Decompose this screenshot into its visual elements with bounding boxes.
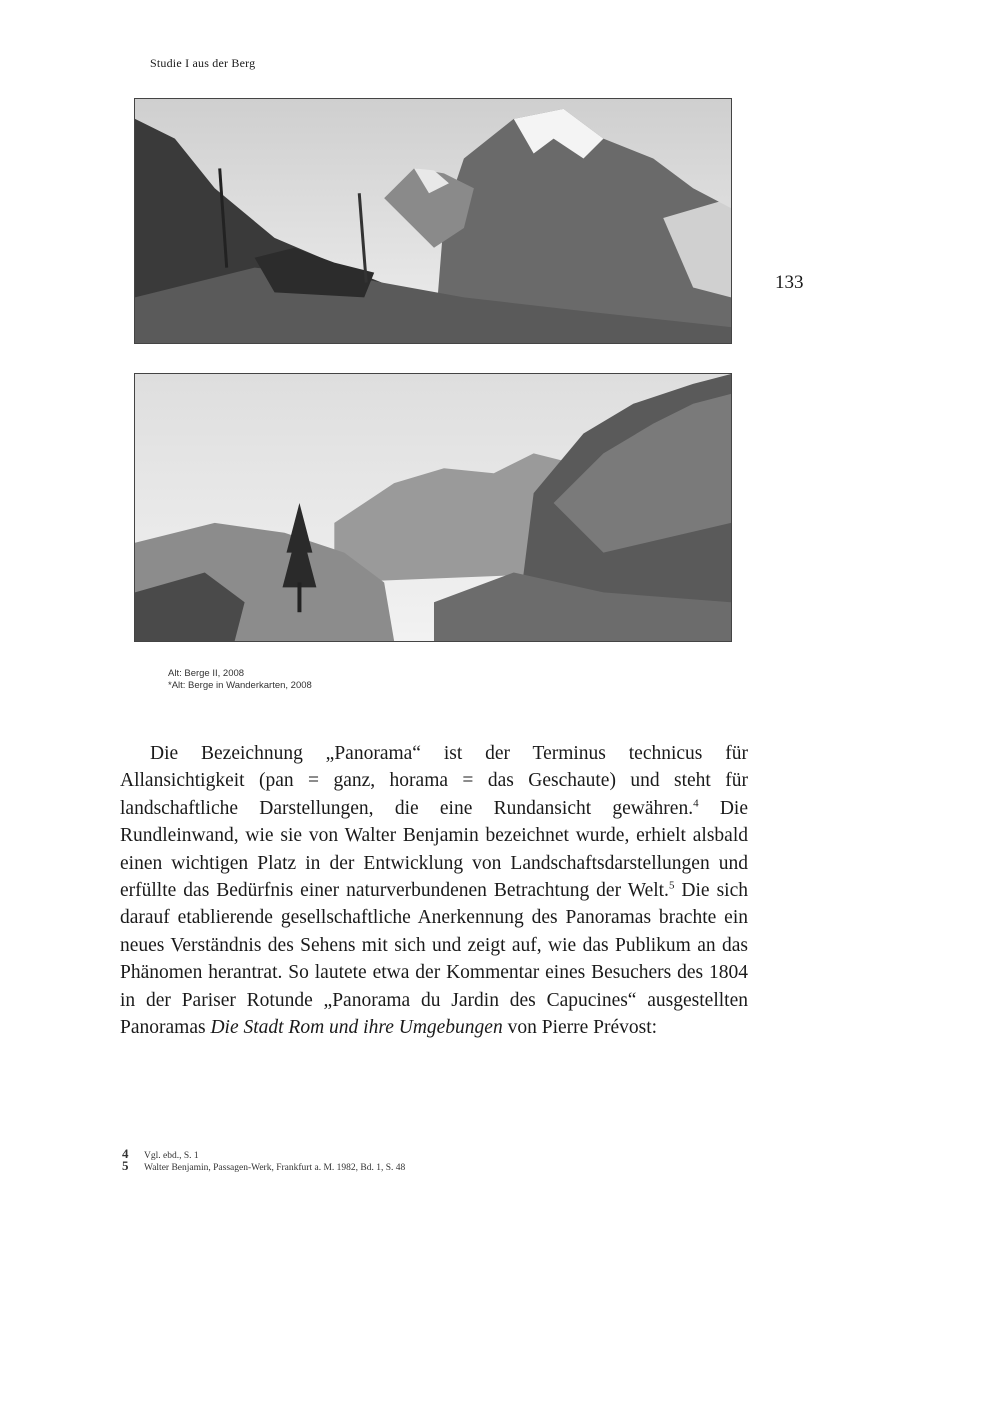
text-run: Die Bezeichnung „Panorama“ ist der Terminus technicus für Allansichtigkeit (pan = ganz, horama = das Geschaute) und steht für landschaftliche Darstellungen, die eine Rundansicht gewähren. — [120, 743, 748, 819]
footnote-text: Vgl. ebd., S. 1 — [144, 1151, 199, 1161]
footnote-number: 5 — [122, 1158, 129, 1173]
text-run: Die sich darauf etablierende gesellschaftliche Anerkennung des Panoramas brachte ein neues Verständnis des Sehens mit sich und zeigt auf, wie das Publikum an das Phänomen herantrat. So lautete etwa der Kommentar eines Besuchers des 1804 in der Pariser Rotunde „Panorama du Jardin des Capucines“ ausgestellten Panoramas — [120, 880, 748, 1039]
footnote-number: 4 — [122, 1146, 129, 1161]
page-number: 133 — [775, 272, 804, 293]
footnote-text: Walter Benjamin, Passagen-Werk, Frankfurt a. M. 1982, Bd. 1, S. 48 — [144, 1163, 406, 1173]
caption-line: *Alt: Berge in Wanderkarten, 2008 — [168, 680, 312, 691]
footnote — [122, 1146, 405, 1162]
footnote-ref[interactable]: 5 — [668, 879, 675, 892]
text-run: von Pierre Prévost: — [502, 1017, 658, 1039]
caption-line: Alt: Berge II, 2008 — [168, 668, 245, 679]
work-title: Die Stadt Rom und ihre Umgebungen — [210, 1017, 503, 1039]
footnote — [122, 1158, 406, 1174]
footnotes — [122, 1146, 406, 1174]
body-paragraph — [120, 740, 748, 1041]
figure-caption — [168, 668, 312, 692]
photo-valley-cliffs — [134, 373, 732, 642]
running-head: Studie I aus der Berg — [150, 56, 256, 70]
footnote-ref[interactable]: 4 — [693, 797, 699, 810]
text-run: Die Rundleinwand, wie sie von Walter Benjamin bezeichnet wurde, erhielt alsbald einen wichtigen Platz in der Entwicklung von Landschaftsdarstellungen und erfüllte das Bedürfnis einer naturverbundenen Betrachtung der Welt. — [120, 797, 748, 902]
photo-mountain-snow — [134, 98, 732, 344]
